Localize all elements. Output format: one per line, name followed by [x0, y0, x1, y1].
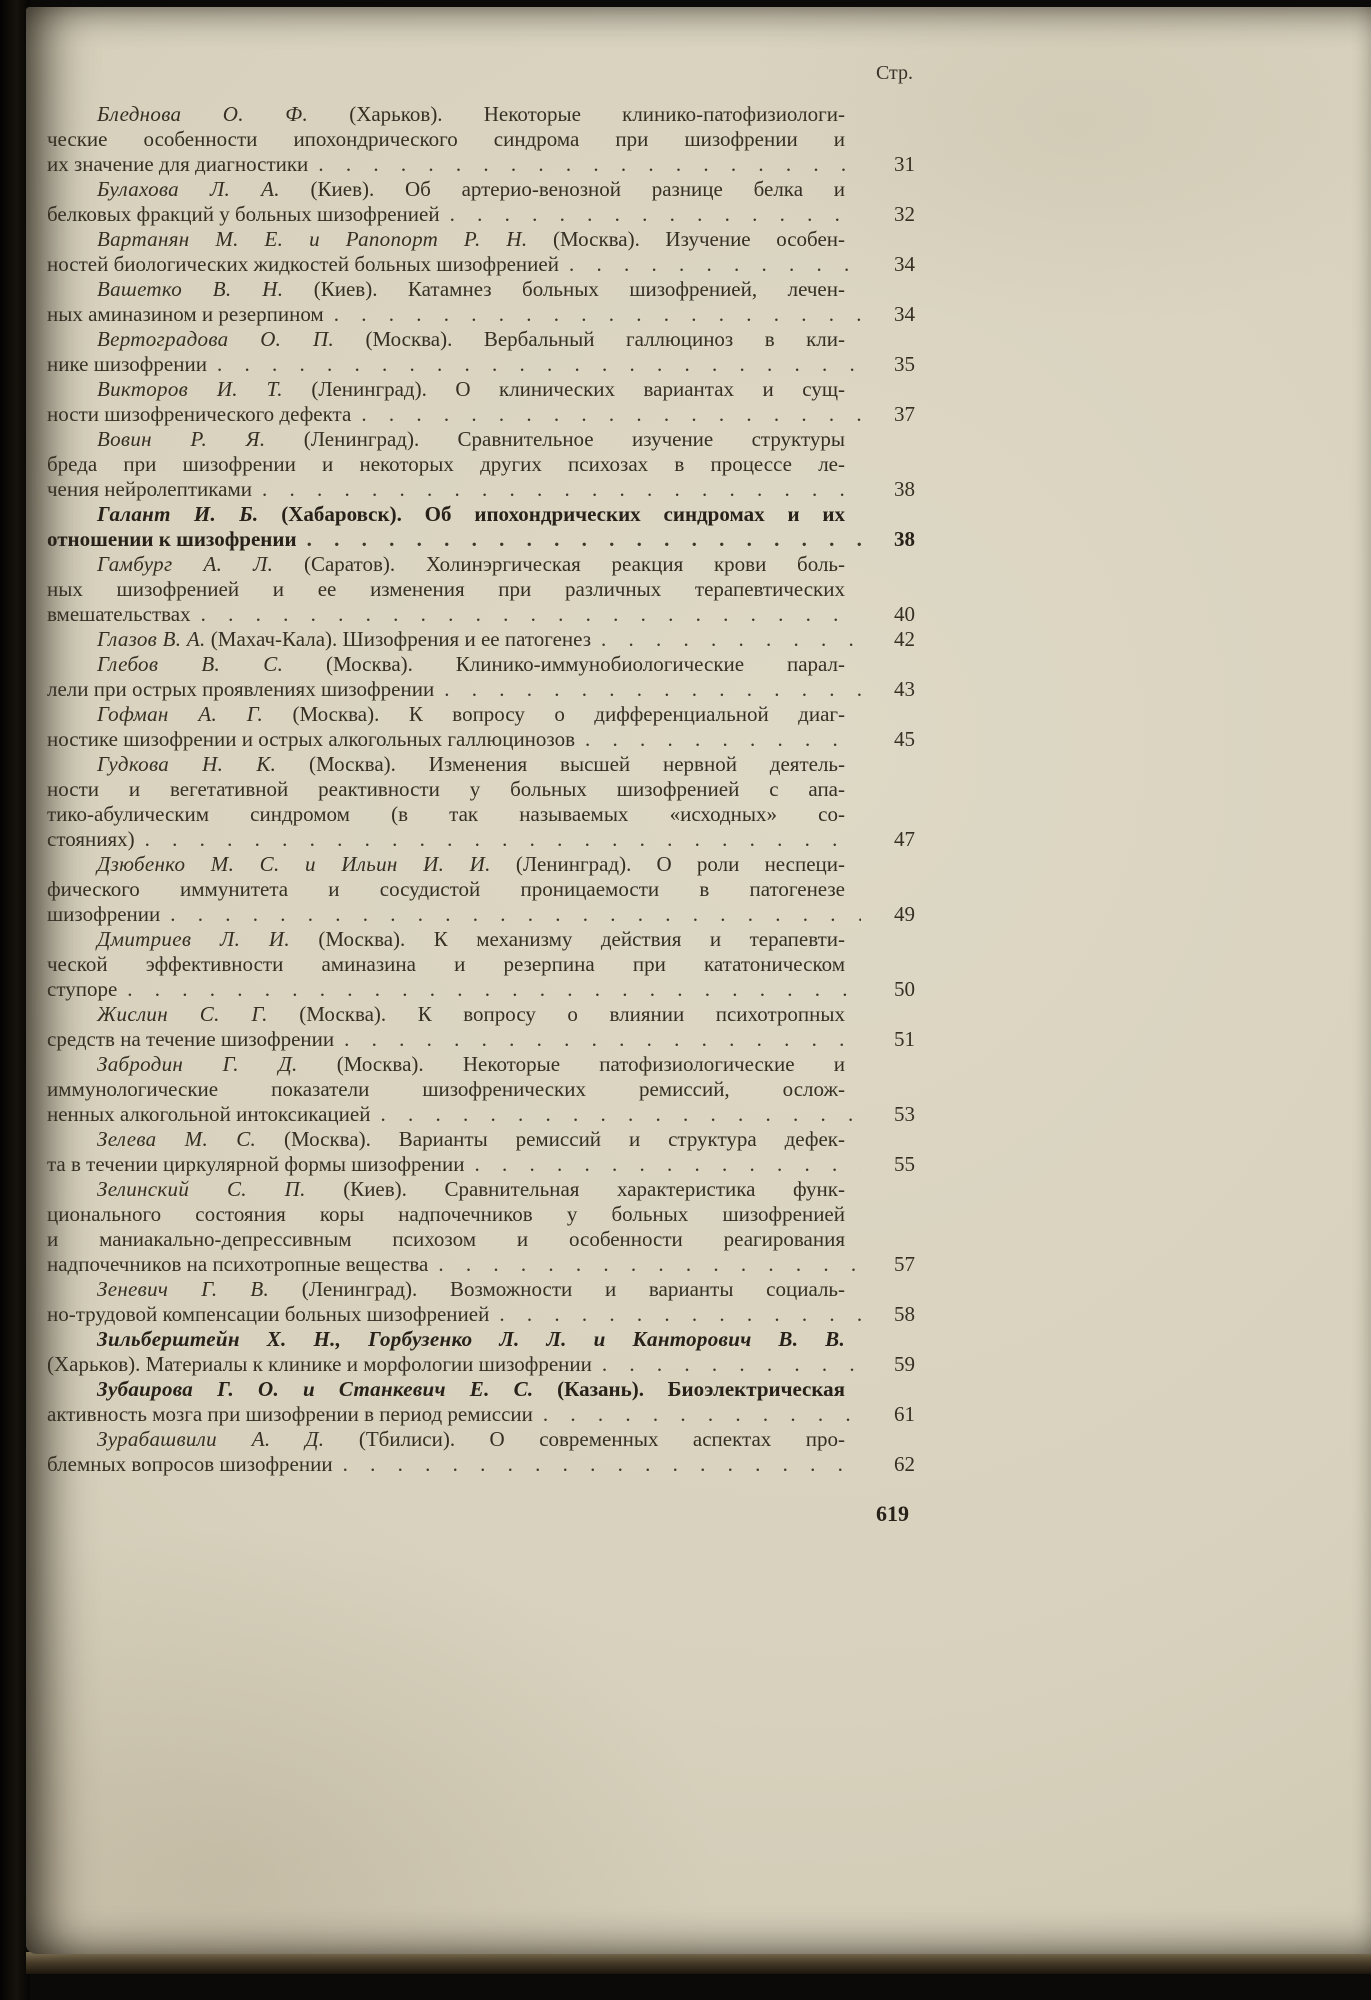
entry-line-text: вмешательствах — [47, 602, 191, 626]
toc-line: Зелева М. С. (Москва). Варианты ремиссий и структура дефек- — [97, 1127, 845, 1151]
entry-author: Булахова Л. А. — [97, 177, 280, 201]
entry-page-number: 32 — [894, 202, 915, 226]
toc-line — [47, 477, 915, 502]
entry-author: Гамбург А. Л. — [97, 552, 274, 576]
toc-entry — [47, 1052, 915, 1127]
entry-line-text: ности шизофренического дефекта — [47, 402, 352, 426]
entry-line-text: белковых фракций у больных шизофренией — [47, 202, 440, 226]
entry-page-number: 34 — [894, 302, 915, 326]
entry-author: Гофман А. Г. — [97, 702, 264, 726]
entry-page-number: 61 — [894, 1402, 915, 1426]
toc-line: фического иммунитета и сосудистой проницаемости в патогенезе — [47, 877, 845, 901]
toc-entry — [47, 1002, 915, 1052]
toc-entry — [47, 552, 915, 627]
entry-page-number: 37 — [894, 402, 915, 426]
toc-line — [47, 827, 915, 852]
entry-author: Дмитриев Л. И. — [97, 927, 290, 951]
entry-page-number: 53 — [894, 1102, 915, 1126]
dot-leader — [569, 252, 861, 277]
entry-line-text: ных аминазином и резерпином — [47, 302, 324, 326]
entry-author: Забродин Г. Д. — [97, 1052, 298, 1076]
entry-line-text: нике шизофрении — [47, 352, 207, 376]
toc-line — [47, 202, 915, 227]
toc-line: Булахова Л. А. (Киев). Об артерио-венозной разнице белка и — [97, 177, 845, 201]
dot-leader — [450, 202, 861, 227]
entry-line-text: лели при острых проявлениях шизофрении — [47, 677, 435, 701]
toc-entry — [47, 177, 915, 227]
entry-line-text: стояниях) — [47, 827, 135, 851]
toc-line: Викторов И. Т. (Ленинград). О клинических вариантах и сущ- — [97, 377, 845, 401]
toc-line: Гамбург А. Л. (Саратов). Холинэргическая реакция крови боль- — [97, 552, 846, 576]
dot-leader — [170, 902, 861, 927]
entry-page-number: 47 — [894, 827, 915, 851]
entry-line-text: отношении к шизофрении — [47, 527, 297, 551]
entry-author: Глазов В. А. — [97, 627, 206, 651]
entry-author: Зурабашвили А. Д. — [97, 1427, 325, 1451]
toc-line: ческие особенности ипохондрического синдрома при шизофрении и — [47, 127, 845, 151]
toc-line: бреда при шизофрении и некоторых других психозах в процессе ле- — [47, 452, 845, 476]
dot-leader — [334, 302, 861, 327]
toc-entry — [47, 377, 915, 427]
entry-line-text: средств на течение шизофрении — [47, 1027, 335, 1051]
entry-author: Глебов В. С. — [97, 652, 284, 676]
entry-page-number: 42 — [894, 627, 915, 651]
toc-line: Зелинский С. П. (Киев). Сравнительная характеристика функ- — [97, 1177, 845, 1201]
toc-line — [47, 727, 915, 752]
dot-leader — [318, 152, 861, 177]
toc-line — [47, 1152, 915, 1177]
entry-page-number: 57 — [894, 1252, 915, 1276]
toc-entry — [47, 652, 915, 702]
entry-line-text: их значение для диагностики — [47, 152, 309, 176]
dot-leader — [438, 1252, 861, 1277]
entry-line-text: но-трудовой компенсации больных шизофренией — [47, 1302, 490, 1326]
toc-line: Зеневич Г. В. (Ленинград). Возможности и варианты социаль- — [97, 1277, 846, 1301]
entry-line-text: та в течении циркулярной формы шизофрении — [47, 1152, 465, 1176]
dot-leader — [262, 477, 861, 502]
toc-line: Вашетко В. Н. (Киев). Катамнез больных шизофренией, лечен- — [97, 277, 845, 301]
toc-entry — [47, 1177, 915, 1277]
entry-line-text: ностике шизофрении и острых алкогольных галлюцинозов — [47, 727, 576, 751]
entry-line-text: блемных вопросов шизофрении — [47, 1452, 333, 1476]
toc-entry — [47, 852, 915, 927]
entry-page-number: 45 — [894, 727, 915, 751]
entry-author: Дзюбенко М. С. и Ильин И. И. — [97, 852, 491, 876]
entry-author: Вовин Р. Я. — [97, 427, 266, 451]
toc-line: ческой эффективности аминазина и резерпина при кататоническом — [47, 952, 845, 976]
entry-page-number: 31 — [894, 152, 915, 176]
toc-line: ности и вегетативной реактивности у больных шизофренией с апа- — [47, 777, 845, 801]
toc-line: Зурабашвили А. Д. (Тбилиси). О современных аспектах про- — [97, 1427, 845, 1451]
toc-line — [47, 1452, 915, 1477]
toc-line — [47, 252, 915, 277]
toc-line: Вартанян М. Е. и Рапопорт Р. Н. (Москва). Изучение особен- — [97, 227, 845, 251]
toc-line: Бледнова О. Ф. (Харьков). Некоторые клинико-патофизиологи- — [97, 102, 845, 126]
entry-page-number: 50 — [894, 977, 915, 1001]
dot-leader — [343, 1452, 861, 1477]
toc-list — [47, 102, 915, 1477]
entry-line-text: ступоре — [47, 977, 118, 1001]
entry-page-number: 55 — [894, 1152, 915, 1176]
entry-line-text: чения нейролептиками — [47, 477, 252, 501]
toc-line: Дзюбенко М. С. и Ильин И. И. (Ленинград). О роли неспеци- — [97, 852, 845, 876]
dot-leader — [361, 402, 861, 427]
entry-author: Викторов И. Т. — [97, 377, 283, 401]
entry-page-number: 62 — [894, 1452, 915, 1476]
book-page-number: 619 — [876, 1501, 909, 1526]
toc-line — [47, 977, 915, 1002]
dot-leader — [602, 1352, 861, 1377]
toc-entry — [47, 1127, 915, 1177]
toc-line: Жислин С. Г. (Москва). К вопросу о влиянии психотропных — [97, 1002, 845, 1026]
dot-leader — [217, 352, 861, 377]
entry-line-text: Глазов В. А. (Махач-Кала). Шизофрения и ее патогенез — [97, 627, 592, 651]
book-page-edges — [26, 1952, 1371, 1974]
toc-entry — [47, 1377, 915, 1427]
toc-entry — [47, 702, 915, 752]
book-page — [26, 7, 1371, 1954]
toc-line — [47, 302, 915, 327]
entry-line-text: ностей биологических жидкостей больных шизофренией — [47, 252, 559, 276]
entry-author: Зелинский С. П. — [97, 1177, 306, 1201]
toc-line: Гофман А. Г. (Москва). К вопросу о дифференциальной диаг- — [97, 702, 846, 726]
toc-line: Забродин Г. Д. (Москва). Некоторые патофизиологические и — [97, 1052, 845, 1076]
entry-author: Зильберштейн Х. Н., Горбузенко Л. Л. и Канторович В. В. — [97, 1327, 845, 1351]
toc-line — [47, 1102, 915, 1127]
toc-line — [47, 1402, 915, 1427]
entry-author: Галант И. Б. — [97, 502, 259, 526]
toc-line — [47, 1027, 915, 1052]
entry-page-number: 34 — [894, 252, 915, 276]
toc-line — [47, 152, 915, 177]
toc-line: Зубаирова Г. О. и Станкевич Е. С. (Казань). Биоэлектрическая — [97, 1377, 845, 1401]
toc-line: иммунологические показатели шизофренических ремиссий, ослож- — [47, 1077, 845, 1101]
toc-line — [47, 1302, 915, 1327]
toc-line — [47, 1352, 915, 1377]
entry-page-number: 35 — [894, 352, 915, 376]
toc-line: Глебов В. С. (Москва). Клинико-иммунобиологические парал- — [97, 652, 846, 676]
toc-line: Вовин Р. Я. (Ленинград). Сравнительное изучение структуры — [97, 427, 845, 451]
toc-entry — [47, 227, 915, 277]
toc-line — [47, 1327, 915, 1352]
dot-leader — [127, 977, 861, 1002]
toc-line: Дмитриев Л. И. (Москва). К механизму действия и терапевти- — [97, 927, 845, 951]
toc-entry — [47, 752, 915, 852]
entry-author: Гудкова Н. К. — [97, 752, 277, 776]
entry-page-number: 58 — [894, 1302, 915, 1326]
entry-page-number: 49 — [894, 902, 915, 926]
entry-author: Зубаирова Г. О. и Станкевич Е. С. — [97, 1377, 534, 1401]
dot-leader — [444, 677, 861, 702]
entry-line-text: активность мозга при шизофрении в период ремиссии — [47, 1402, 533, 1426]
toc-line: Гудкова Н. К. (Москва). Изменения высшей нервной деятель- — [97, 752, 845, 776]
toc-content — [47, 61, 915, 1526]
dot-leader — [145, 827, 861, 852]
toc-line — [47, 527, 915, 552]
toc-entry — [47, 927, 915, 1002]
toc-line: и маниакально-депрессивным психозом и особенности реагирования — [47, 1227, 845, 1251]
toc-entry — [47, 627, 915, 652]
entry-page-number: 59 — [894, 1352, 915, 1376]
entry-line-text: надпочечников на психотропные вещества — [47, 1252, 429, 1276]
toc-line: тико-абулическим синдромом (в так называемых «исходных» со- — [47, 802, 845, 826]
toc-line — [47, 402, 915, 427]
entry-author: Бледнова О. Ф. — [97, 102, 309, 126]
entry-line-text: (Харьков). Материалы к клинике и морфологии шизофрении — [47, 1352, 592, 1376]
toc-line — [47, 902, 915, 927]
dot-leader — [307, 527, 861, 552]
entry-author: Жислин С. Г. — [97, 1002, 268, 1026]
toc-entry — [47, 1427, 915, 1477]
toc-line: ных шизофренией и ее изменения при различных терапевтических — [47, 577, 845, 601]
toc-entry — [47, 502, 915, 552]
toc-line — [47, 627, 915, 652]
dot-leader — [201, 602, 861, 627]
toc-entry — [47, 1327, 915, 1377]
dot-leader — [474, 1152, 861, 1177]
toc-entry — [47, 102, 915, 177]
entry-page-number: 38 — [894, 477, 915, 501]
dot-leader — [499, 1302, 861, 1327]
entry-page-number: 43 — [894, 677, 915, 701]
toc-line — [47, 1252, 915, 1277]
toc-line: Галант И. Б. (Хабаровск). Об ипохондрических синдромах и их — [97, 502, 845, 526]
toc-line: ционального состояния коры надпочечников у больных шизофренией — [47, 1202, 845, 1226]
entry-author: Вартанян М. Е. и Рапопорт Р. Н. — [97, 227, 528, 251]
entry-author: Зеневич Г. В. — [97, 1277, 270, 1301]
toc-entry — [47, 277, 915, 327]
entry-author: Зелева М. С. — [97, 1127, 257, 1151]
toc-entry — [47, 327, 915, 377]
toc-entry — [47, 1277, 915, 1327]
dot-leader — [543, 1402, 861, 1427]
entry-line-text: ненных алкогольной интоксикацией — [47, 1102, 371, 1126]
dot-leader — [601, 627, 861, 652]
entry-page-number: 38 — [894, 527, 915, 551]
entry-page-number: 40 — [894, 602, 915, 626]
entry-page-number: 51 — [894, 1027, 915, 1051]
toc-line — [47, 352, 915, 377]
page-column-header: Стр. — [875, 62, 913, 84]
toc-entry — [47, 427, 915, 502]
toc-line — [47, 677, 915, 702]
entry-author: Вашетко В. Н. — [97, 277, 284, 301]
toc-line: Вертоградова О. П. (Москва). Вербальный галлюциноз в кли- — [97, 327, 845, 351]
dot-leader — [344, 1027, 861, 1052]
toc-line — [47, 602, 915, 627]
entry-author: Вертоградова О. П. — [97, 327, 334, 351]
dot-leader — [585, 727, 861, 752]
dot-leader — [380, 1102, 861, 1127]
entry-line-text: шизофрении — [47, 902, 161, 926]
